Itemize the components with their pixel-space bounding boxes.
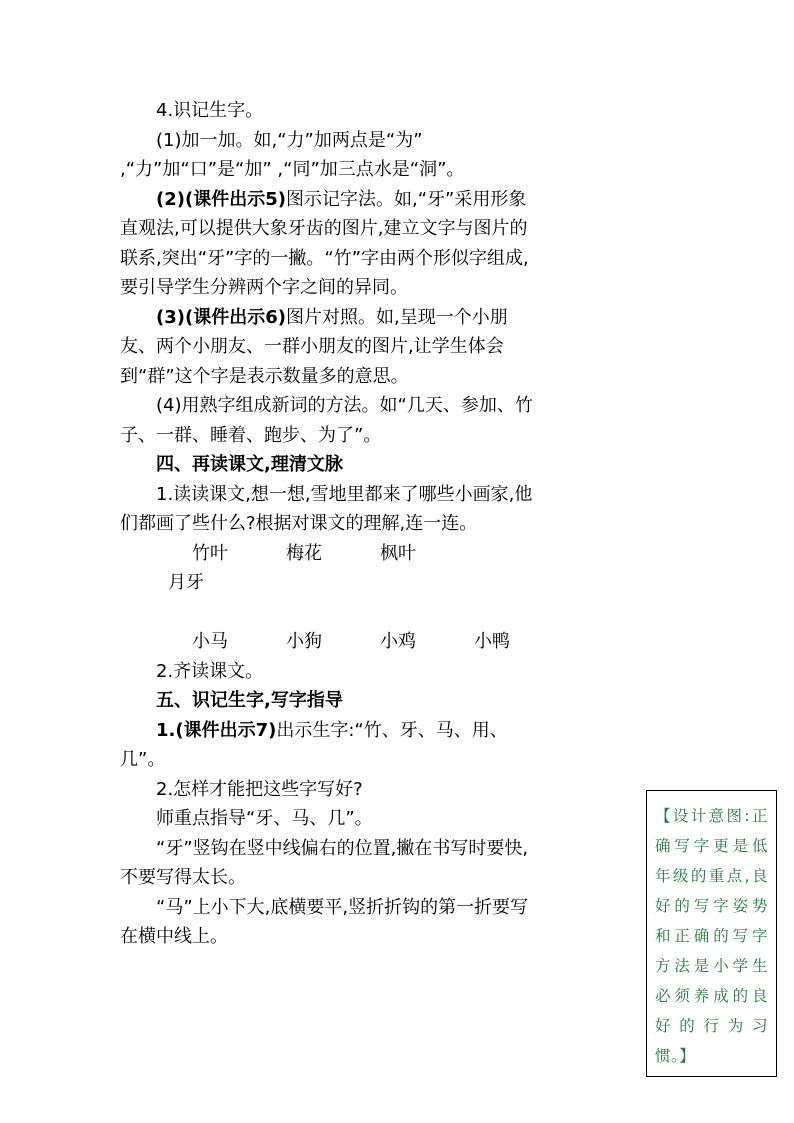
note-line: 和正确的写字 xyxy=(655,927,768,945)
word-row-pictures xyxy=(120,539,538,598)
word-item: 小狗 xyxy=(286,631,322,652)
section-heading-reread: 四、再读课文,理清文脉 xyxy=(156,454,343,475)
word-item: 小鸭 xyxy=(474,631,510,652)
paragraph-text: 图示记字法。如,“牙”采用形象直观法,可以提供大象牙齿的图片,建立文字与图片的联系,突出“牙”字的一撇。“竹”字由两个形似字组成,要引导学生分辨两个字之间的异同。 xyxy=(120,188,529,298)
word-item: 月牙 xyxy=(168,572,204,593)
note-line: 好的行为习 xyxy=(655,1017,768,1035)
item-number: 1. xyxy=(156,719,176,741)
note-line: 【设计意图:正 xyxy=(655,807,768,825)
paragraph-teacher-guide: 师重点指导“牙、马、几”。 xyxy=(156,808,373,829)
word-item: 小马 xyxy=(192,631,228,652)
paragraph-picture-compare xyxy=(120,303,538,392)
word-row-animals xyxy=(120,627,538,657)
paragraph-how-to-write: 2.怎样才能把这些字写好? xyxy=(156,778,363,800)
paragraph-text: 图片对照。如,呈现一个小朋友、两个小朋友、一群小朋友的图片,让学生体会到“群”这个字是表示数量多的意思。 xyxy=(120,306,508,387)
item-number: (2) xyxy=(156,188,185,210)
paragraph-read-text: 1.读读课文,想一想,雪地里都来了哪些小画家,他们都画了些什么?根据对课文的理解,连一连。 xyxy=(120,483,533,534)
blank-line xyxy=(120,598,538,628)
note-line: 年级的重点,良 xyxy=(655,867,768,885)
paragraph-add-method: (1)加一加。如,“力”加两点是“为” ,“力”加“口”是“加” ,“同”加三点水是“洞”。 xyxy=(120,129,465,180)
section-heading-writing: 五、识记生字,写字指导 xyxy=(156,690,343,711)
note-line: 惯。】 xyxy=(655,1047,696,1065)
note-line: 必须养成的良 xyxy=(655,987,768,1005)
lesson-plan-content xyxy=(120,96,538,952)
paragraph-text: 出示生字:“竹、牙、马、用、几”。 xyxy=(120,719,508,770)
note-line: 确写字更是低 xyxy=(655,837,768,855)
paragraph-show-characters xyxy=(120,716,538,775)
note-line: 好的写字姿势 xyxy=(655,897,768,915)
word-item: 小鸡 xyxy=(380,631,416,652)
courseware-label: (课件出示5) xyxy=(184,188,286,210)
note-line: 方法是小学生 xyxy=(655,957,768,975)
paragraph-read-together: 2.齐读课文。 xyxy=(156,660,264,682)
word-item: 枫叶 xyxy=(380,542,416,564)
word-item: 竹叶 xyxy=(192,542,228,564)
item-number: (3) xyxy=(156,306,185,328)
courseware-label: (课件出示6) xyxy=(184,306,286,328)
section-title-recognize-characters: 4.识记生字。 xyxy=(156,100,264,121)
paragraph-word-forming: (4)用熟字组成新词的方法。如“几天、参加、竹子、一群、睡着、跑步、为了”。 xyxy=(120,395,533,446)
courseware-label: (课件出示7) xyxy=(175,719,277,741)
design-intent-note xyxy=(646,790,777,1077)
paragraph-ya-guide: “牙”竖钩在竖中线偏右的位置,撇在书写时要快,不要写得太长。 xyxy=(120,837,529,888)
word-item: 梅花 xyxy=(286,542,322,564)
paragraph-picture-method xyxy=(120,185,538,303)
paragraph-ma-guide: “马”上小下大,底横要平,竖折折钩的第一折要写在横中线上。 xyxy=(120,896,529,947)
